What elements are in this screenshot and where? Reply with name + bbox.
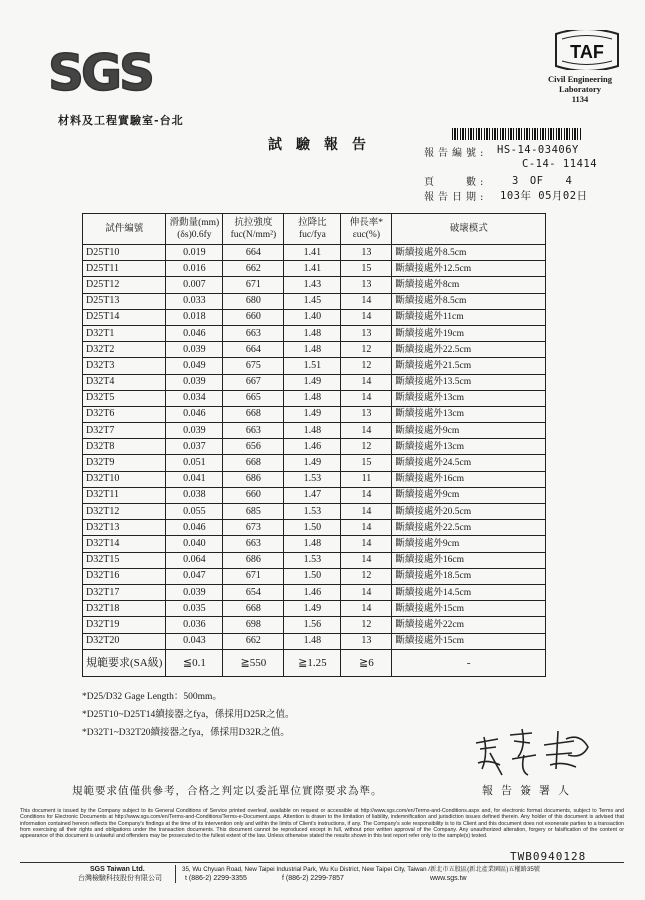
- table-row: [83, 633, 546, 649]
- cell-elongation: 14: [341, 584, 392, 600]
- cell-ratio: 1.53: [284, 471, 341, 487]
- footer-company-en: SGS Taiwan Ltd.: [90, 866, 145, 873]
- cell-elongation: 13: [341, 325, 392, 341]
- cell-elongation: 15: [341, 455, 392, 471]
- cell-elongation: 14: [341, 374, 392, 390]
- col-elong-line2: εuc(%): [352, 230, 380, 240]
- table-row: [83, 520, 546, 536]
- table-row: [83, 406, 546, 422]
- cell-failure-mode: 斷續接處外22cm: [392, 617, 546, 633]
- cell-elongation: 13: [341, 633, 392, 649]
- cell-tensile: 663: [223, 423, 284, 439]
- requirement-ratio: ≧1.25: [284, 649, 341, 676]
- cell-specimen-id: D32T12: [83, 504, 166, 520]
- col-mode: 破壞模式: [392, 214, 546, 245]
- cell-specimen-id: D25T12: [83, 277, 166, 293]
- lab-name: 材料及工程實驗室-台北: [58, 114, 184, 127]
- cell-ratio: 1.50: [284, 568, 341, 584]
- table-row: [83, 536, 546, 552]
- taf-line-1: Civil Engineering: [548, 74, 612, 84]
- cell-specimen-id: D32T13: [83, 520, 166, 536]
- cell-specimen-id: D32T1: [83, 325, 166, 341]
- cell-failure-mode: 斷續接處外13.5cm: [392, 374, 546, 390]
- footer-company-zh: 台灣檢驗科技股份有限公司: [78, 875, 162, 882]
- cell-failure-mode: 斷續接處外8cm: [392, 277, 546, 293]
- table-row: [83, 584, 546, 600]
- cell-failure-mode: 斷續接處外16cm: [392, 471, 546, 487]
- cell-ratio: 1.41: [284, 245, 341, 261]
- footer-address: 35, Wu Chyuan Road, New Taipei Industrial Park, Wu Ku District, New Taipei City, Taiwan /新北市五股區(新北產業園區)五權路35號: [182, 866, 540, 873]
- cell-slip: 0.064: [166, 552, 223, 568]
- cell-ratio: 1.46: [284, 584, 341, 600]
- cell-tensile: 667: [223, 374, 284, 390]
- cell-specimen-id: D32T15: [83, 552, 166, 568]
- cell-specimen-id: D25T14: [83, 309, 166, 325]
- cell-failure-mode: 斷續接處外8.5cm: [392, 293, 546, 309]
- cell-specimen-id: D25T11: [83, 261, 166, 277]
- cell-slip: 0.007: [166, 277, 223, 293]
- cell-specimen-id: D32T4: [83, 374, 166, 390]
- cell-specimen-id: D32T20: [83, 633, 166, 649]
- footer-tel: t (886-2) 2299-3355: [185, 875, 247, 882]
- cell-elongation: 12: [341, 568, 392, 584]
- cell-failure-mode: 斷續接處外12.5cm: [392, 261, 546, 277]
- cell-failure-mode: 斷續接處外13cm: [392, 406, 546, 422]
- cell-failure-mode: 斷續接處外22.5cm: [392, 520, 546, 536]
- cell-failure-mode: 斷續接處外18.5cm: [392, 568, 546, 584]
- footer-website[interactable]: www.sgs.tw: [430, 875, 467, 882]
- cell-slip: 0.039: [166, 374, 223, 390]
- cell-failure-mode: 斷續接處外21.5cm: [392, 358, 546, 374]
- report-no-1: HS-14-03406Y: [497, 144, 579, 156]
- col-ratio: [284, 214, 341, 245]
- cell-elongation: 14: [341, 520, 392, 536]
- cell-slip: 0.038: [166, 487, 223, 503]
- table-row: [83, 423, 546, 439]
- cell-failure-mode: 斷續接處外20.5cm: [392, 504, 546, 520]
- cell-tensile: 668: [223, 406, 284, 422]
- cell-tensile: 656: [223, 439, 284, 455]
- cell-specimen-id: D25T10: [83, 245, 166, 261]
- cell-tensile: 675: [223, 358, 284, 374]
- table-row: [83, 261, 546, 277]
- footer: [20, 862, 624, 882]
- cell-slip: 0.034: [166, 390, 223, 406]
- cell-slip: 0.047: [166, 568, 223, 584]
- report-no-2: C-14- 11414: [522, 158, 598, 170]
- cell-tensile: 668: [223, 601, 284, 617]
- cell-failure-mode: 斷續接處外19cm: [392, 325, 546, 341]
- date-label: 報告日期:: [424, 192, 488, 203]
- footer-fax: f (886-2) 2299-7857: [282, 875, 344, 882]
- cell-ratio: 1.43: [284, 277, 341, 293]
- handwritten-signature: [470, 725, 600, 780]
- taf-line-2: Laboratory: [558, 84, 602, 94]
- cell-elongation: 13: [341, 277, 392, 293]
- table-row: [83, 325, 546, 341]
- cell-specimen-id: D32T7: [83, 423, 166, 439]
- cell-specimen-id: D32T14: [83, 536, 166, 552]
- cell-failure-mode: 斷續接處外13cm: [392, 390, 546, 406]
- page-value: 3 OF 4: [512, 175, 573, 187]
- cell-specimen-id: D32T10: [83, 471, 166, 487]
- col-slip-line1: 滑動量(mm): [169, 218, 220, 228]
- table-row: [83, 552, 546, 568]
- cell-tensile: 668: [223, 455, 284, 471]
- cell-ratio: 1.48: [284, 633, 341, 649]
- table-row: [83, 293, 546, 309]
- cell-slip: 0.016: [166, 261, 223, 277]
- cell-failure-mode: 斷續接處外13cm: [392, 439, 546, 455]
- cell-specimen-id: D32T11: [83, 487, 166, 503]
- table-row: [83, 309, 546, 325]
- cell-ratio: 1.56: [284, 617, 341, 633]
- cell-tensile: 663: [223, 325, 284, 341]
- page-label: 頁 數:: [424, 177, 488, 188]
- table-row: [83, 374, 546, 390]
- cell-elongation: 11: [341, 471, 392, 487]
- cell-specimen-id: D32T9: [83, 455, 166, 471]
- note-d25: *D25T10~D25T14續接器之fya，係採用D25R之值。: [82, 710, 295, 720]
- cell-tensile: 664: [223, 245, 284, 261]
- cell-slip: 0.046: [166, 325, 223, 341]
- cell-slip: 0.019: [166, 245, 223, 261]
- cell-tensile: 665: [223, 390, 284, 406]
- col-tensile-line2: fuc(N/mm²): [230, 230, 277, 240]
- cell-specimen-id: D32T16: [83, 568, 166, 584]
- cell-tensile: 686: [223, 471, 284, 487]
- cell-ratio: 1.41: [284, 261, 341, 277]
- cell-elongation: 14: [341, 601, 392, 617]
- cell-tensile: 660: [223, 487, 284, 503]
- cell-ratio: 1.45: [284, 293, 341, 309]
- cell-slip: 0.046: [166, 406, 223, 422]
- table-row: [83, 455, 546, 471]
- cell-tensile: 654: [223, 584, 284, 600]
- requirement-tensile: ≧550: [223, 649, 284, 676]
- report-no-label: 報告編號:: [424, 148, 488, 159]
- cell-slip: 0.035: [166, 601, 223, 617]
- cell-elongation: 14: [341, 487, 392, 503]
- cell-failure-mode: 斷續接處外14.5cm: [392, 584, 546, 600]
- cell-elongation: 14: [341, 390, 392, 406]
- cell-tensile: 686: [223, 552, 284, 568]
- cell-tensile: 663: [223, 536, 284, 552]
- cell-elongation: 14: [341, 552, 392, 568]
- cell-tensile: 671: [223, 277, 284, 293]
- cell-elongation: 14: [341, 293, 392, 309]
- note-gage-length: *D25/D32 Gage Length：500mm。: [82, 692, 222, 702]
- cell-ratio: 1.53: [284, 504, 341, 520]
- cell-specimen-id: D32T8: [83, 439, 166, 455]
- cell-specimen-id: D32T19: [83, 617, 166, 633]
- table-row: [83, 617, 546, 633]
- cell-elongation: 12: [341, 358, 392, 374]
- cell-elongation: 14: [341, 309, 392, 325]
- cell-elongation: 14: [341, 423, 392, 439]
- cell-ratio: 1.48: [284, 536, 341, 552]
- cell-slip: 0.043: [166, 633, 223, 649]
- cell-elongation: 12: [341, 617, 392, 633]
- cell-tensile: 673: [223, 520, 284, 536]
- cell-elongation: 13: [341, 245, 392, 261]
- cell-slip: 0.040: [166, 536, 223, 552]
- serial-number: TWB0940128: [510, 850, 587, 863]
- cell-ratio: 1.48: [284, 325, 341, 341]
- cell-ratio: 1.51: [284, 358, 341, 374]
- table-row: [83, 245, 546, 261]
- cell-ratio: 1.49: [284, 406, 341, 422]
- requirement-elong: ≧6: [341, 649, 392, 676]
- cell-ratio: 1.50: [284, 520, 341, 536]
- col-slip-line2: (δs)0.6fy: [177, 230, 212, 240]
- sgs-logo: SGS: [48, 44, 153, 102]
- cell-failure-mode: 斷續接處外15cm: [392, 601, 546, 617]
- cell-specimen-id: D32T3: [83, 358, 166, 374]
- taf-line-3: 1134: [571, 94, 589, 104]
- cell-specimen-id: D32T18: [83, 601, 166, 617]
- cell-tensile: 680: [223, 293, 284, 309]
- cell-ratio: 1.49: [284, 374, 341, 390]
- cell-failure-mode: 斷續接處外9cm: [392, 423, 546, 439]
- table-header-row: [83, 214, 546, 245]
- requirement-label: 規範要求(SA級): [83, 649, 166, 676]
- requirement-slip: ≦0.1: [166, 649, 223, 676]
- table-row: [83, 471, 546, 487]
- disclaimer: 規範要求值僅供參考，合格之判定以委託單位實際要求為準。: [72, 785, 383, 797]
- col-tensile-line1: 抗拉強度: [234, 218, 273, 228]
- cell-failure-mode: 斷續接處外15cm: [392, 633, 546, 649]
- cell-slip: 0.039: [166, 584, 223, 600]
- cell-failure-mode: 斷續接處外9cm: [392, 536, 546, 552]
- cell-elongation: 14: [341, 504, 392, 520]
- col-ratio-line2: fuc/fya: [298, 230, 326, 240]
- cell-elongation: 12: [341, 342, 392, 358]
- cell-elongation: 14: [341, 536, 392, 552]
- cell-slip: 0.051: [166, 455, 223, 471]
- cell-specimen-id: D32T5: [83, 390, 166, 406]
- report-title: 試驗報告: [268, 137, 380, 153]
- note-d32: *D32T1~D32T20續接器之fya，係採用D32R之值。: [82, 728, 290, 738]
- requirement-mode: -: [392, 649, 546, 676]
- cell-slip: 0.041: [166, 471, 223, 487]
- cell-slip: 0.049: [166, 358, 223, 374]
- cell-elongation: 12: [341, 439, 392, 455]
- cell-failure-mode: 斷續接處外9cm: [392, 487, 546, 503]
- col-ratio-line1: 拉降比: [298, 218, 327, 228]
- cell-slip: 0.046: [166, 520, 223, 536]
- cell-elongation: 15: [341, 261, 392, 277]
- cell-slip: 0.039: [166, 423, 223, 439]
- cell-ratio: 1.49: [284, 601, 341, 617]
- table-body: [83, 245, 546, 650]
- cell-specimen-id: D32T2: [83, 342, 166, 358]
- table-row: [83, 342, 546, 358]
- table-row: [83, 568, 546, 584]
- date-value: 103年 05月02日: [500, 190, 588, 202]
- footer-divider: [175, 865, 176, 883]
- cell-slip: 0.036: [166, 617, 223, 633]
- cell-specimen-id: D32T6: [83, 406, 166, 422]
- taf-logo-text: TAF: [570, 42, 604, 62]
- cell-tensile: 662: [223, 261, 284, 277]
- table-row: [83, 601, 546, 617]
- cell-tensile: 664: [223, 342, 284, 358]
- table-row: [83, 439, 546, 455]
- col-elong-line1: 伸長率*: [349, 218, 384, 228]
- cell-tensile: 685: [223, 504, 284, 520]
- col-specimen: 試件編號: [83, 214, 166, 245]
- cell-ratio: 1.53: [284, 552, 341, 568]
- table-row: [83, 390, 546, 406]
- cell-tensile: 660: [223, 309, 284, 325]
- cell-failure-mode: 斷續接處外8.5cm: [392, 245, 546, 261]
- cell-ratio: 1.46: [284, 439, 341, 455]
- table-row: [83, 358, 546, 374]
- cell-specimen-id: D32T17: [83, 584, 166, 600]
- signature-label: 報告簽署人: [482, 784, 577, 797]
- cell-slip: 0.039: [166, 342, 223, 358]
- barcode: [452, 128, 582, 140]
- cell-ratio: 1.48: [284, 423, 341, 439]
- cell-tensile: 698: [223, 617, 284, 633]
- table-row: [83, 277, 546, 293]
- cell-ratio: 1.48: [284, 342, 341, 358]
- cell-ratio: 1.40: [284, 309, 341, 325]
- cell-slip: 0.037: [166, 439, 223, 455]
- table-row: [83, 504, 546, 520]
- cell-slip: 0.033: [166, 293, 223, 309]
- cell-failure-mode: 斷續接處外24.5cm: [392, 455, 546, 471]
- col-elong: [341, 214, 392, 245]
- cell-tensile: 662: [223, 633, 284, 649]
- cell-slip: 0.018: [166, 309, 223, 325]
- cell-ratio: 1.48: [284, 390, 341, 406]
- table-row: [83, 487, 546, 503]
- test-results-table: [82, 213, 546, 677]
- cell-ratio: 1.47: [284, 487, 341, 503]
- taf-caption: [530, 74, 630, 104]
- cell-slip: 0.055: [166, 504, 223, 520]
- cell-tensile: 671: [223, 568, 284, 584]
- requirement-row: [83, 649, 546, 676]
- col-slip: [166, 214, 223, 245]
- cell-failure-mode: 斷續接處外22.5cm: [392, 342, 546, 358]
- taf-logo-icon: [548, 30, 624, 70]
- cell-failure-mode: 斷續接處外11cm: [392, 309, 546, 325]
- cell-specimen-id: D25T13: [83, 293, 166, 309]
- col-tensile: [223, 214, 284, 245]
- cell-ratio: 1.49: [284, 455, 341, 471]
- cell-elongation: 13: [341, 406, 392, 422]
- terms-fineprint: This document is issued by the Company subject to its General Conditions of Service printed overleaf, available on request or accessible at http://www.sgs.com/en/Terms-and-Conditions.aspx and, for electronic format documents, subject to Terms and Conditions for Electronic Documents at http://www.sgs.com/en/Terms-and-Conditions/Terms-e-Document.aspx. Attention is drawn to the limitation of liability, indemnification and jurisdiction issues defined therein. Any holder of this document is advised that information contained hereon reflects the Company's findings at the time of its intervention only and within the limits of Client's instructions, if any. The Company's sole responsibility is to its Client and this document does not exonerate parties to a transaction from exercising all their rights and obligations under the transaction documents. This document cannot be reproduced except in full, without prior written approval of the Company. Any unauthorized alteration, forgery or falsification of the content or appearance of this document is unlawful and offenders may be prosecuted to the fullest extent of the law. Unless otherwise stated the results shown in this test report refer only to the sample(s) tested.: [20, 808, 624, 840]
- cell-failure-mode: 斷續接處外16cm: [392, 552, 546, 568]
